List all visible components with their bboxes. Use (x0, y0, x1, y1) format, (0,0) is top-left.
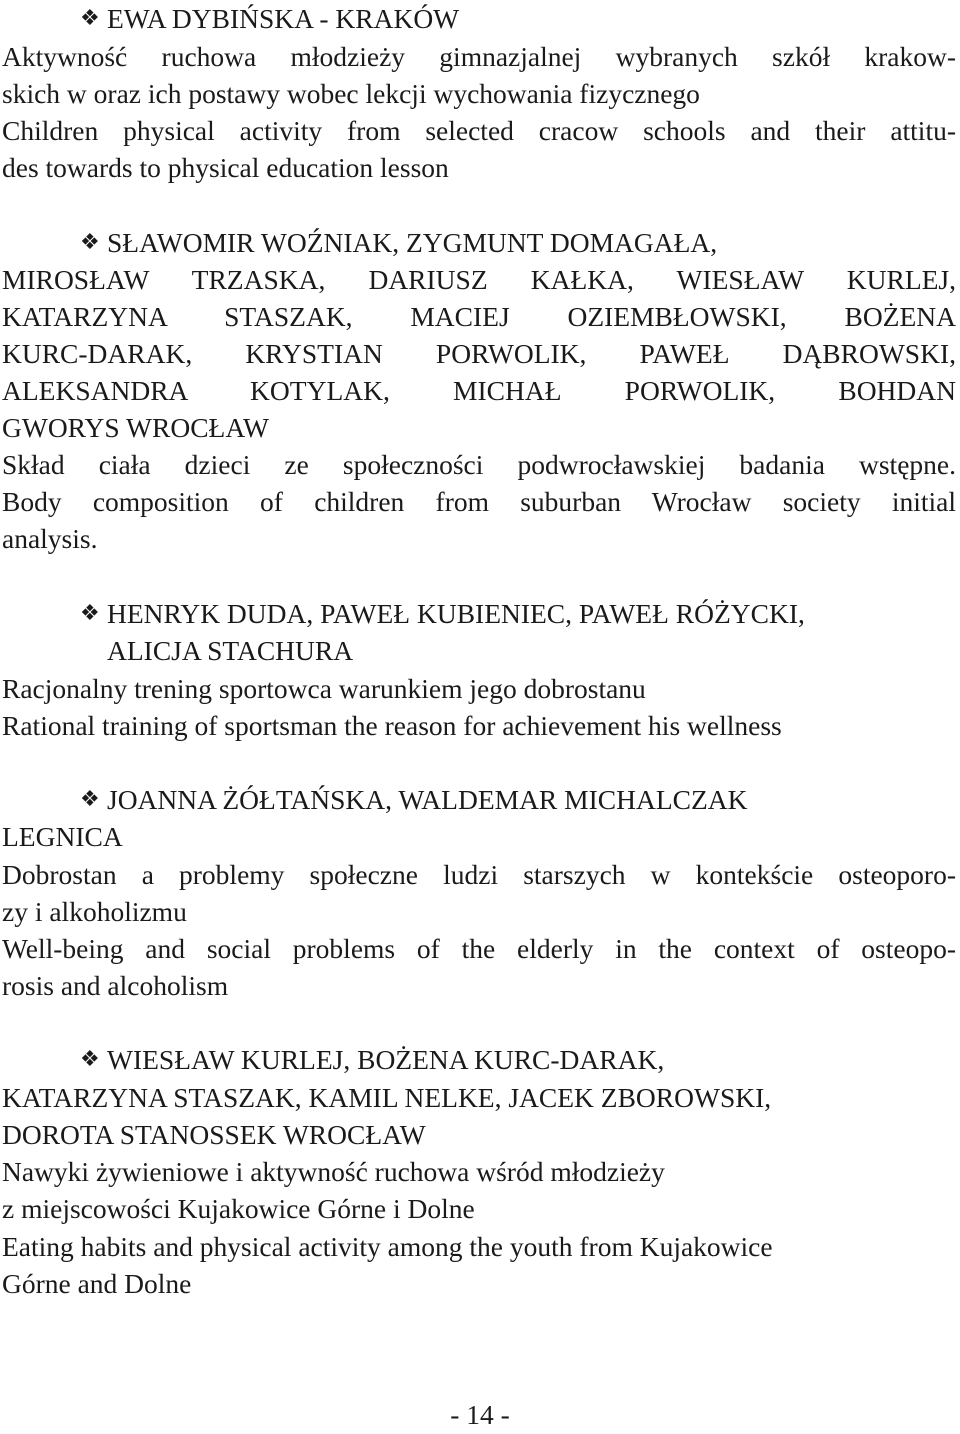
entry-4-title-pl-line-2: zy i alkoholizmu (2, 896, 187, 927)
entry-5-title-en-line-1: Eating habits and physical activity among the youth from Kujakowice (2, 1231, 773, 1262)
entry-1-title-pl-line-1: Aktywność ruchowa młodzieży gimnazjalnej wybranych szkół krakow- (2, 41, 956, 72)
diamond-bullet-icon: ❖ (80, 230, 100, 255)
entry-5-title-pl-line-2: z miejscowości Kujakowice Górne i Dolne (2, 1193, 475, 1224)
entry-5-title-en-line-2: Górne and Dolne (2, 1268, 192, 1299)
entry-2-title-en-line-1: Body composition of children from suburban Wrocław society initial (2, 486, 956, 517)
entry-4-authors-line-1: JOANNA ŻÓŁTAŃSKA, WALDEMAR MICHALCZAK (107, 784, 748, 815)
entry-2-authors-line-5: ALEKSANDRA KOTYLAK, MICHAŁ PORWOLIK, BOHDAN (2, 375, 956, 406)
diamond-bullet-icon: ❖ (80, 1047, 100, 1072)
entry-4-authors-line-2: LEGNICA (2, 821, 123, 852)
page-number: - 14 - (450, 1399, 510, 1430)
entry-1-title-en-line-2: des towards to physical education lesson (2, 152, 449, 183)
entry-2-title-en-line-2: analysis. (2, 523, 98, 554)
entry-1-authors: EWA DYBIŃSKA - KRAKÓW (107, 3, 460, 34)
entry-2-authors-line-2: MIROSŁAW TRZASKA, DARIUSZ KAŁKA, WIESŁAW KURLEJ, (2, 264, 956, 295)
diamond-bullet-icon: ❖ (80, 601, 100, 626)
entry-2-authors-line-6: GWORYS WROCŁAW (2, 412, 269, 443)
entry-2-authors-line-1: SŁAWOMIR WOŹNIAK, ZYGMUNT DOMAGAŁA, (107, 227, 718, 258)
entry-5-title-pl-line-1: Nawyki żywieniowe i aktywność ruchowa wśród młodzieży (2, 1156, 665, 1187)
entry-3-authors-line-2: ALICJA STACHURA (107, 635, 354, 666)
entry-3-authors-line-1: HENRYK DUDA, PAWEŁ KUBIENIEC, PAWEŁ RÓŻYCKI, (107, 598, 805, 629)
entry-1-title-en-line-1: Children physical activity from selected cracow schools and their attitu- (2, 115, 956, 146)
diamond-bullet-icon: ❖ (80, 6, 100, 31)
entry-4-title-pl-line-1: Dobrostan a problemy społeczne ludzi starszych w kontekście osteoporo- (2, 859, 956, 890)
entry-1-title-pl-line-2: skich w oraz ich postawy wobec lekcji wychowania fizycznego (2, 78, 700, 109)
diamond-bullet-icon: ❖ (80, 787, 100, 812)
entry-2-authors-line-4: KURC-DARAK, KRYSTIAN PORWOLIK, PAWEŁ DĄBROWSKI, (2, 338, 956, 369)
entry-2-authors-line-3: KATARZYNA STASZAK, MACIEJ OZIEMBŁOWSKI, BOŻENA (2, 301, 956, 332)
entry-3-title-pl: Racjonalny trening sportowca warunkiem jego dobrostanu (2, 673, 646, 704)
entry-4-title-en-line-1: Well-being and social problems of the elderly in the context of osteopo- (2, 933, 956, 964)
entry-3-title-en: Rational training of sportsman the reason for achievement his wellness (2, 710, 782, 741)
entry-2-title-pl: Skład ciała dzieci ze społeczności podwrocławskiej badania wstępne. (2, 449, 956, 480)
entry-5-authors-line-1: WIESŁAW KURLEJ, BOŻENA KURC-DARAK, (107, 1044, 665, 1075)
entry-4-title-en-line-2: rosis and alcoholism (2, 970, 229, 1001)
entry-5-authors-line-3: DOROTA STANOSSEK WROCŁAW (2, 1119, 426, 1150)
entry-5-authors-line-2: KATARZYNA STASZAK, KAMIL NELKE, JACEK ZBOROWSKI, (2, 1082, 772, 1113)
